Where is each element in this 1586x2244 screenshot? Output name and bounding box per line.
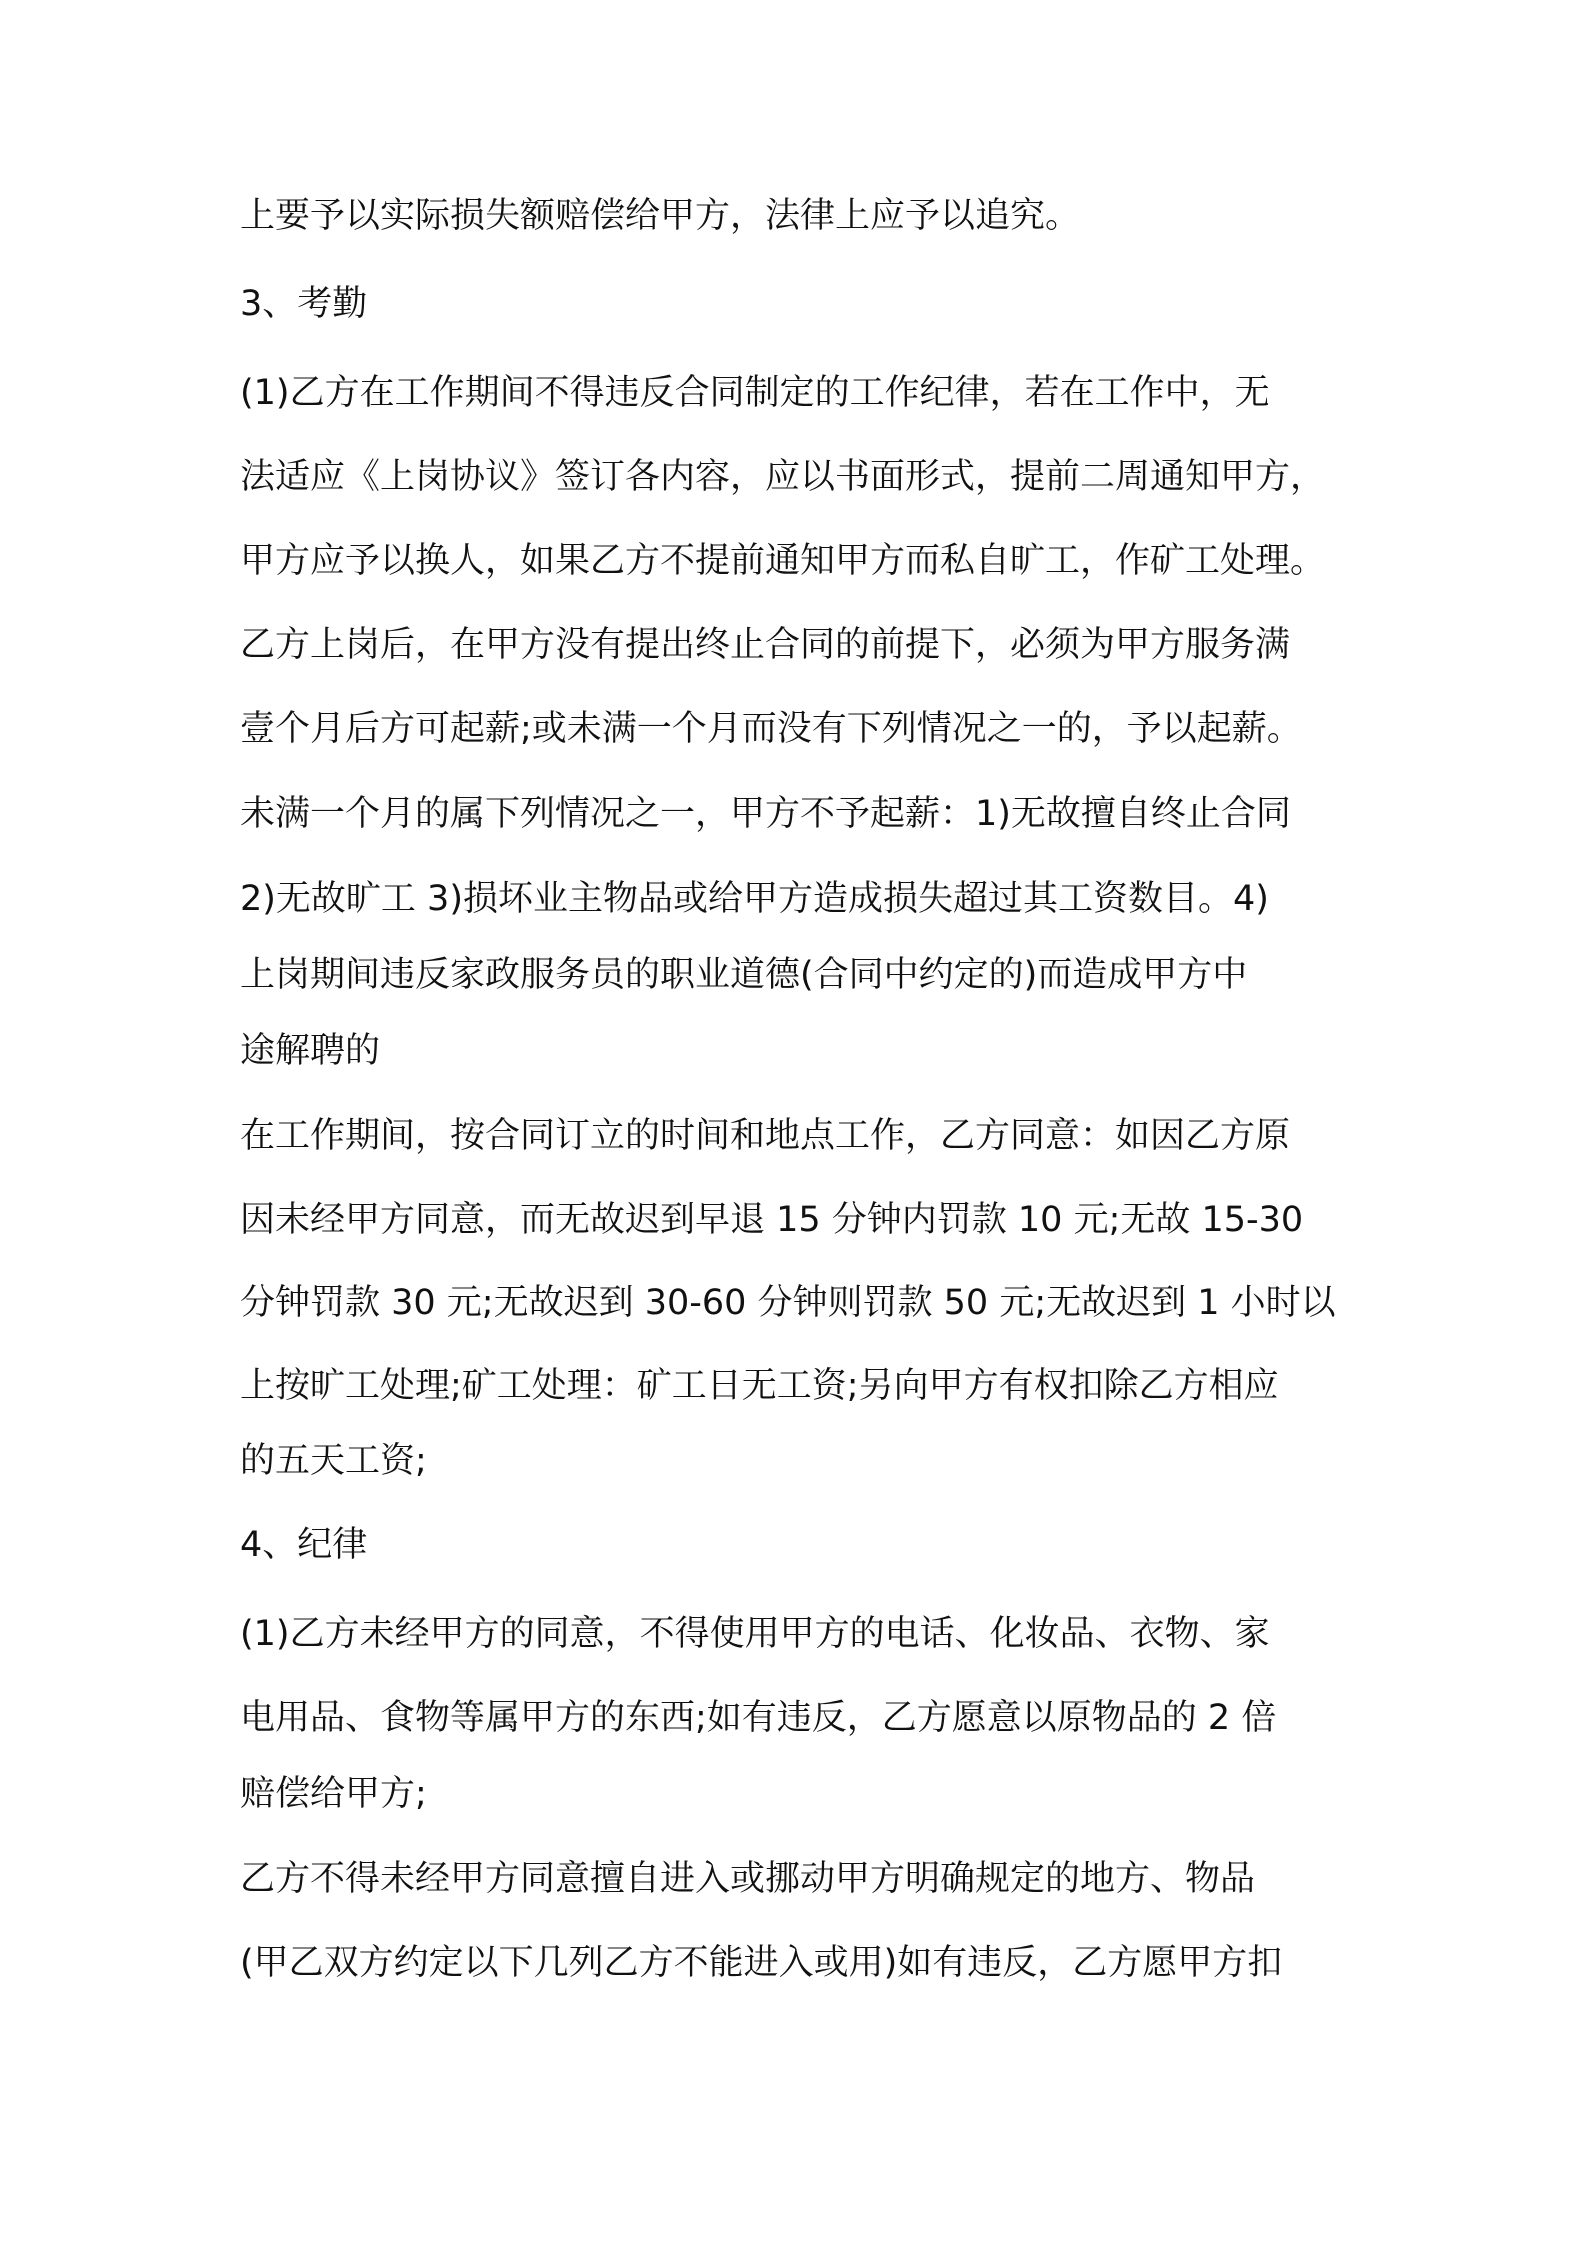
paragraph-line: 2)无故旷工 3)损坏业主物品或给甲方造成损失超过其工资数目。4)	[240, 879, 1269, 919]
paragraph-line: (甲乙双方约定以下几列乙方不能进入或用)如有违反，乙方愿甲方扣	[240, 1943, 1283, 1983]
paragraph-line: 壹个月后方可起薪;或未满一个月而没有下列情况之一的，予以起薪。	[240, 709, 1302, 749]
paragraph-line: 上要予以实际损失额赔偿给甲方，法律上应予以追究。	[240, 196, 1081, 236]
paragraph-line: 赔偿给甲方;	[240, 1774, 427, 1814]
paragraph-line: 分钟罚款 30 元;无故迟到 30-60 分钟则罚款 50 元;无故迟到 1 小时以	[240, 1283, 1336, 1323]
paragraph-line: 电用品、食物等属甲方的东西;如有违反，乙方愿意以原物品的 2 倍	[240, 1698, 1277, 1738]
paragraph-line: 途解聘的	[240, 1031, 381, 1071]
paragraph-line: 乙方上岗后，在甲方没有提出终止合同的前提下，必须为甲方服务满	[240, 625, 1291, 665]
paragraph-line: 未满一个月的属下列情况之一，甲方不予起薪：1)无故擅自终止合同	[240, 794, 1291, 834]
paragraph-line: 上按旷工处理;矿工处理：矿工日无工资;另向甲方有权扣除乙方相应	[240, 1366, 1279, 1406]
paragraph-line: (1)乙方在工作期间不得违反合同制定的工作纪律，若在工作中，无	[240, 373, 1270, 413]
paragraph-line: (1)乙方未经甲方的同意，不得使用甲方的电话、化妆品、衣物、家	[240, 1614, 1270, 1654]
section-heading-discipline: 4、纪律	[240, 1525, 368, 1565]
paragraph-line: 的五天工资;	[240, 1441, 427, 1481]
paragraph-line: 在工作期间，按合同订立的时间和地点工作，乙方同意：如因乙方原	[240, 1116, 1291, 1156]
section-heading-attendance: 3、考勤	[240, 284, 368, 324]
paragraph-line: 甲方应予以换人，如果乙方不提前通知甲方而私自旷工，作矿工处理。	[240, 541, 1326, 581]
paragraph-line: 上岗期间违反家政服务员的职业道德(合同中约定的)而造成甲方中	[240, 955, 1248, 995]
paragraph-line: 乙方不得未经甲方同意擅自进入或挪动甲方明确规定的地方、物品	[240, 1859, 1256, 1899]
paragraph-line: 法适应《上岗协议》签订各内容，应以书面形式，提前二周通知甲方，	[240, 457, 1326, 497]
paragraph-line: 因未经甲方同意，而无故迟到早退 15 分钟内罚款 10 元;无故 15-30	[240, 1200, 1304, 1240]
